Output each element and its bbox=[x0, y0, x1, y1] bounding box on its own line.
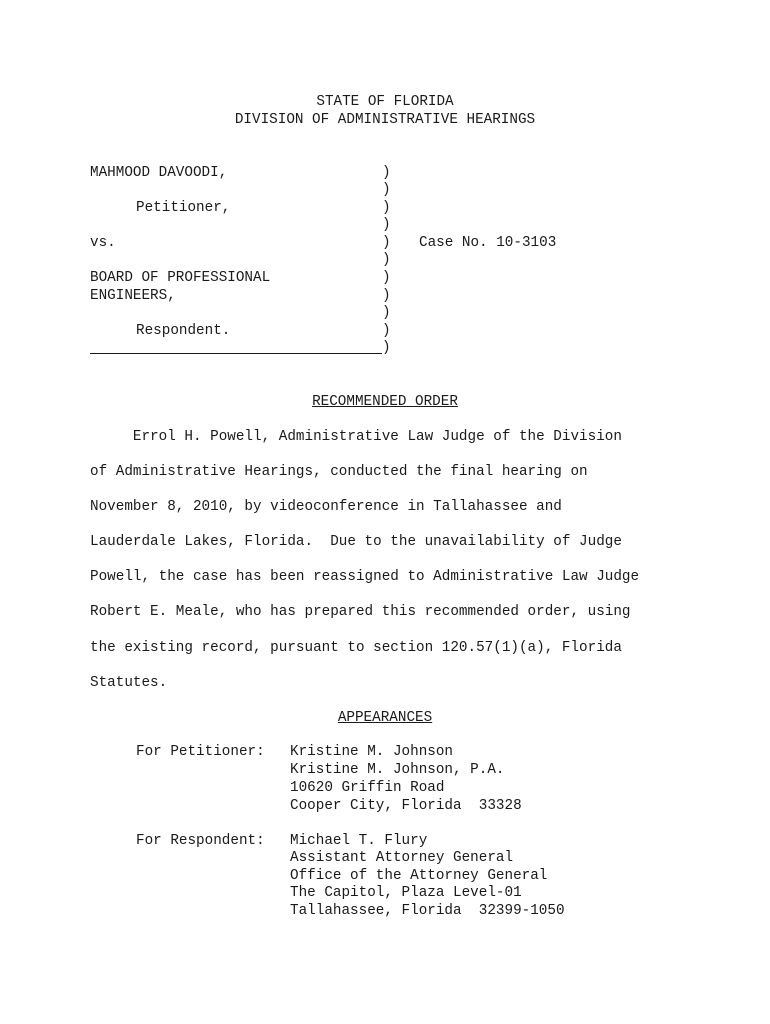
body-line: of Administrative Hearings, conducted the final hearing on bbox=[90, 464, 588, 480]
order-title bbox=[0, 394, 770, 411]
caption-paren: ) bbox=[382, 340, 391, 356]
appearances-heading-text: APPEARANCES bbox=[337, 710, 433, 726]
caption-paren: ) bbox=[382, 235, 391, 251]
caption-paren: ) bbox=[382, 182, 391, 198]
respondent-counsel-line: Assistant Attorney General bbox=[290, 850, 514, 866]
caption-paren: ) bbox=[382, 288, 391, 304]
appearances-heading bbox=[0, 710, 770, 727]
petitioner-name: MAHMOOD DAVOODI, bbox=[90, 165, 228, 181]
caption-paren: ) bbox=[382, 270, 391, 286]
versus-label: vs. bbox=[90, 235, 116, 251]
case-number: Case No. 10-3103 bbox=[419, 235, 557, 251]
respondent-counsel-line: Tallahassee, Florida 32399-1050 bbox=[290, 903, 565, 919]
caption-paren: ) bbox=[382, 305, 391, 321]
respondent-counsel-label: For Respondent: bbox=[136, 833, 265, 849]
respondent-name-line1: BOARD OF PROFESSIONAL bbox=[90, 270, 271, 286]
body-line: Powell, the case has been reassigned to Administrative Law Judge bbox=[90, 569, 640, 585]
respondent-counsel-line: Michael T. Flury bbox=[290, 833, 428, 849]
caption-paren: ) bbox=[382, 323, 391, 339]
division-heading: DIVISION OF ADMINISTRATIVE HEARINGS bbox=[234, 112, 536, 128]
respondent-name-line2: ENGINEERS, bbox=[90, 288, 176, 304]
respondent-counsel-line: Office of the Attorney General bbox=[290, 868, 548, 884]
caption-rule bbox=[90, 353, 382, 354]
caption-paren: ) bbox=[382, 252, 391, 268]
petitioner-counsel-line: 10620 Griffin Road bbox=[290, 780, 445, 796]
petitioner-role: Petitioner, bbox=[136, 200, 231, 216]
petitioner-counsel-line: Kristine M. Johnson, P.A. bbox=[290, 762, 505, 778]
state-heading: STATE OF FLORIDA bbox=[316, 94, 454, 110]
body-line: Robert E. Meale, who has prepared this recommended order, using bbox=[90, 604, 631, 620]
order-title-text: RECOMMENDED ORDER bbox=[312, 394, 458, 410]
caption-paren: ) bbox=[382, 165, 391, 181]
petitioner-counsel-label: For Petitioner: bbox=[136, 744, 265, 760]
body-line: the existing record, pursuant to section 120.57(1)(a), Florida bbox=[90, 640, 622, 656]
petitioner-counsel-line: Kristine M. Johnson bbox=[290, 744, 454, 760]
body-line: Errol H. Powell, Administrative Law Judge of the Division bbox=[90, 429, 622, 445]
body-line: Lauderdale Lakes, Florida. Due to the unavailability of Judge bbox=[90, 534, 622, 550]
caption-paren: ) bbox=[382, 217, 391, 233]
caption-paren: ) bbox=[382, 200, 391, 216]
body-line: November 8, 2010, by videoconference in Tallahassee and bbox=[90, 499, 562, 515]
respondent-counsel-line: The Capitol, Plaza Level-01 bbox=[290, 885, 522, 901]
petitioner-counsel-line: Cooper City, Florida 33328 bbox=[290, 798, 522, 814]
respondent-role: Respondent. bbox=[136, 323, 231, 339]
body-line: Statutes. bbox=[90, 675, 168, 691]
